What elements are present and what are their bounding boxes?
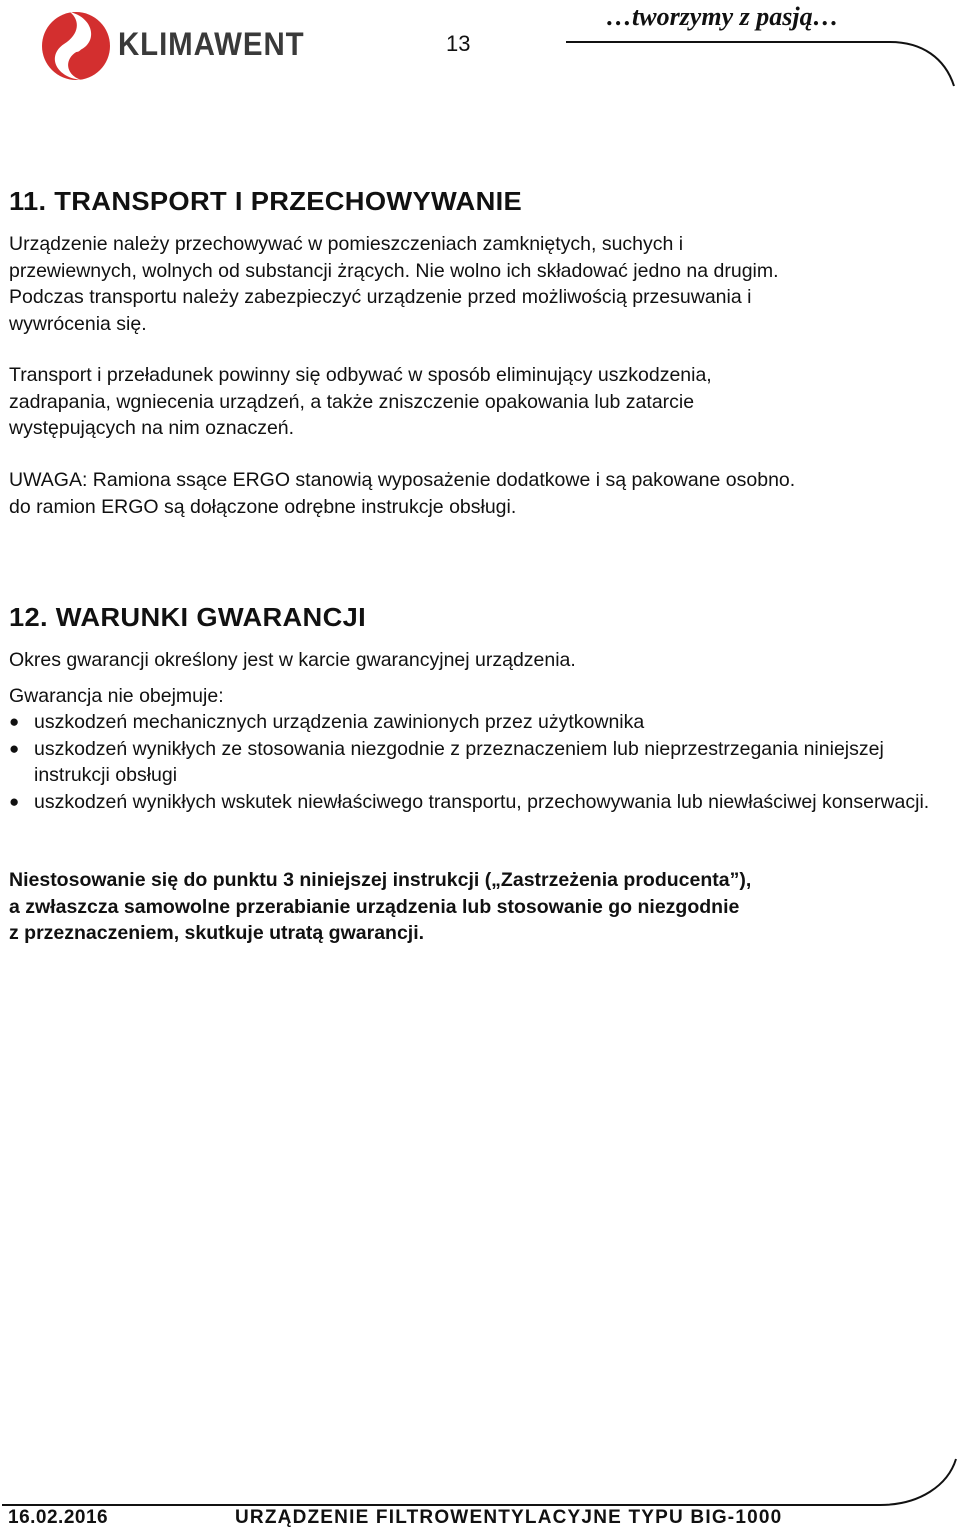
header-swoosh-line — [560, 36, 960, 88]
bullet-icon: ● — [9, 791, 20, 811]
header-tagline: …tworzymy z pasją… — [606, 2, 839, 31]
list-item-text: uszkodzeń mechanicznych urządzenia zawinionych przez użytkownika — [34, 711, 645, 733]
footer-document-title: URZĄDZENIE FILTROWENTYLACYJNE TYPU BIG-1000 — [235, 1507, 783, 1528]
list-item — [9, 789, 954, 816]
warranty-void-warning: Niestosowanie się do punktu 3 niniejszej instrukcji („Zastrzeżenia producenta”), a zwłaszcza samowolne przerabianie urządzenia lub stosowanie go niezgodnie z przeznaczeniem, skutkuje utratą gwarancji. — [9, 869, 752, 944]
section-11-heading: 11. TRANSPORT I PRZECHOWYWANIE — [9, 186, 523, 216]
section-12-heading: 12. WARUNKI GWARANCJI — [9, 602, 366, 632]
bullet-icon: ● — [9, 712, 20, 731]
page-number: 13 — [446, 31, 471, 56]
warranty-exclusions-list — [9, 709, 954, 815]
list-item-text: uszkodzeń wynikłych ze stosowania niezgodnie z przeznaczeniem lub nieprzestrzegania niniejszej instrukcji obsługi — [34, 737, 884, 786]
storage-paragraph: Urządzenie należy przechowywać w pomieszczeniach zamkniętych, suchych i przewiewnych, wolnych od substancji żrących. Nie wolno ich składować jedno na drugim. Podczas transportu należy zabezpieczyć urządzenie przed możliwością przesuwania i wywrócenia się. — [9, 233, 779, 335]
ergo-notice-paragraph: UWAGA: Ramiona ssące ERGO stanowią wyposażenie dodatkowe i są pakowane osobno. do ramion ERGO są dołączone odrębne instrukcje obsługi. — [9, 469, 796, 518]
warranty-period-paragraph: Okres gwarancji określony jest w karcie gwarancyjnej urządzenia. — [9, 649, 576, 671]
transport-paragraph: Transport i przeładunek powinny się odbywać w sposób eliminujący uszkodzenia, zadrapania, wgniecenia urządzeń, a także zniszczenie opakowania lub zatarcie występujących na nim oznaczeń. — [9, 364, 712, 439]
list-item — [9, 736, 954, 789]
footer-date: 16.02.2016 — [8, 1507, 109, 1528]
list-item — [9, 709, 954, 736]
warranty-exclusions-intro: Gwarancja nie obejmuje: — [9, 685, 224, 707]
bullet-icon: ● — [9, 738, 20, 758]
list-item-text: uszkodzeń wynikłych wskutek niewłaściwego transportu, przechowywania lub niewłaściwej konserwacji. — [34, 790, 930, 813]
logo-wordmark: KLIMAWENT — [118, 26, 305, 62]
